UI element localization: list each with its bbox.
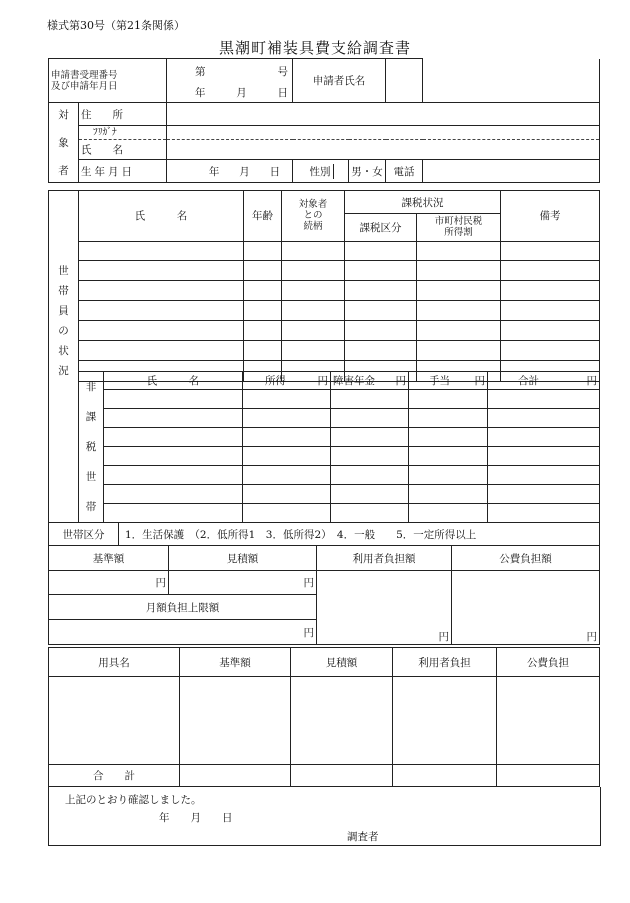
nt-col-name: 氏 名 xyxy=(104,372,243,390)
name-label: 氏 名 xyxy=(79,140,167,160)
category-options[interactable]: 1．生活保護 （2．低所得1 3．低所得2） 4．一般 5．一定所得以上 xyxy=(119,523,600,546)
table-row[interactable] xyxy=(49,428,600,447)
form-number: 様式第30号（第21条関係） xyxy=(47,19,185,32)
confirmation-date[interactable]: 年 月 日 xyxy=(159,812,233,824)
col-equipment-name: 用具名 xyxy=(49,648,180,677)
page-title: 黒潮町補装具費支給調査書 xyxy=(218,39,411,57)
nt-col-total: 合計 円 xyxy=(488,372,600,390)
sex-select[interactable]: 男・女 xyxy=(349,160,386,183)
col-equipment-standard: 基準額 xyxy=(180,648,291,677)
receipt-label: 申請書受理番号 及び申請年月日 xyxy=(49,59,167,103)
receipt-number-field[interactable]: 第 号 年 月 日 xyxy=(167,59,293,103)
household-side-continued xyxy=(49,372,79,523)
total-standard-field[interactable] xyxy=(180,765,291,787)
furigana-label: ﾌﾘｶﾞﾅ xyxy=(79,126,167,140)
col-equipment-public: 公費負担 xyxy=(497,648,600,677)
table-row[interactable] xyxy=(49,321,600,341)
table-row[interactable] xyxy=(49,447,600,466)
monthly-cap-label: 月額負担上限額 xyxy=(49,595,317,620)
col-tax-status: 課税状況 xyxy=(345,191,501,214)
user-burden-header: 利用者負担額 xyxy=(317,546,452,571)
confirmation-text: 上記のとおり確認しました。 xyxy=(65,794,202,806)
address-field[interactable] xyxy=(167,103,600,126)
table-row[interactable] xyxy=(49,390,600,409)
blank-cell xyxy=(423,59,600,103)
applicant-table xyxy=(48,58,600,183)
nt-col-pension: 障害年金 円 xyxy=(331,372,409,390)
standard-amount-field[interactable]: 円 xyxy=(49,571,169,595)
applicant-name-field[interactable] xyxy=(386,59,423,103)
estimate-amount-header: 見積額 xyxy=(169,546,317,571)
col-age: 年齢 xyxy=(244,191,282,242)
col-remarks: 備考 xyxy=(501,191,600,242)
nt-col-allowance: 手当 円 xyxy=(409,372,488,390)
table-row[interactable] xyxy=(49,261,600,281)
name-field[interactable] xyxy=(167,140,600,160)
table-row[interactable] xyxy=(49,485,600,504)
household-table xyxy=(48,190,600,382)
col-municipal-tax: 市町村民税 所得割 xyxy=(417,214,501,241)
public-burden-header: 公費負担額 xyxy=(452,546,600,571)
nt-col-income: 所得 円 xyxy=(243,372,331,390)
category-amount-table xyxy=(48,522,600,645)
estimate-amount-field[interactable]: 円 xyxy=(169,571,317,595)
table-row[interactable] xyxy=(49,281,600,301)
table-row[interactable] xyxy=(49,301,600,321)
nontax-table xyxy=(48,371,600,523)
total-estimate-field[interactable] xyxy=(291,765,393,787)
phone-field[interactable] xyxy=(423,160,600,183)
applicant-name-label: 申請者氏名 xyxy=(293,59,386,103)
col-equipment-estimate: 見積額 xyxy=(291,648,393,677)
birth-label: 生年月日 xyxy=(79,160,167,183)
user-burden-field[interactable]: 円 xyxy=(317,571,452,645)
investigator-label: 調査者 xyxy=(347,831,379,843)
public-burden-field[interactable]: 円 xyxy=(452,571,600,645)
household-side-label: 世 帯 員 の 状 況 xyxy=(49,191,79,382)
table-row[interactable] xyxy=(49,504,600,523)
furigana-field[interactable] xyxy=(167,126,600,140)
nontax-side-label: 非 課 税 世 帯 xyxy=(79,372,104,523)
address-label: 住 所 xyxy=(79,103,167,126)
col-tax-category: 課税区分 xyxy=(345,214,417,241)
col-equipment-user: 利用者負担 xyxy=(393,648,497,677)
confirmation-box xyxy=(48,787,601,846)
category-label: 世帯区分 xyxy=(49,523,119,546)
table-row[interactable] xyxy=(49,241,600,261)
equipment-total-label: 合 計 xyxy=(49,765,180,787)
col-name: 氏 名 xyxy=(79,191,244,242)
subject-side-label: 対 象 者 xyxy=(49,103,79,183)
table-row[interactable] xyxy=(49,409,600,428)
table-row[interactable] xyxy=(49,677,600,765)
standard-amount-header: 基準額 xyxy=(49,546,169,571)
col-relation: 対象者 との 続柄 xyxy=(282,191,345,242)
total-user-field[interactable] xyxy=(393,765,497,787)
table-row[interactable] xyxy=(49,341,600,361)
table-row[interactable] xyxy=(49,466,600,485)
total-public-field[interactable] xyxy=(497,765,600,787)
monthly-cap-field[interactable]: 円 xyxy=(49,620,317,645)
sex-cell: 性別 xyxy=(293,160,349,183)
phone-label: 電話 xyxy=(386,160,423,183)
birth-date-field[interactable]: 年 月 日 xyxy=(167,160,293,183)
equipment-table xyxy=(48,647,600,787)
